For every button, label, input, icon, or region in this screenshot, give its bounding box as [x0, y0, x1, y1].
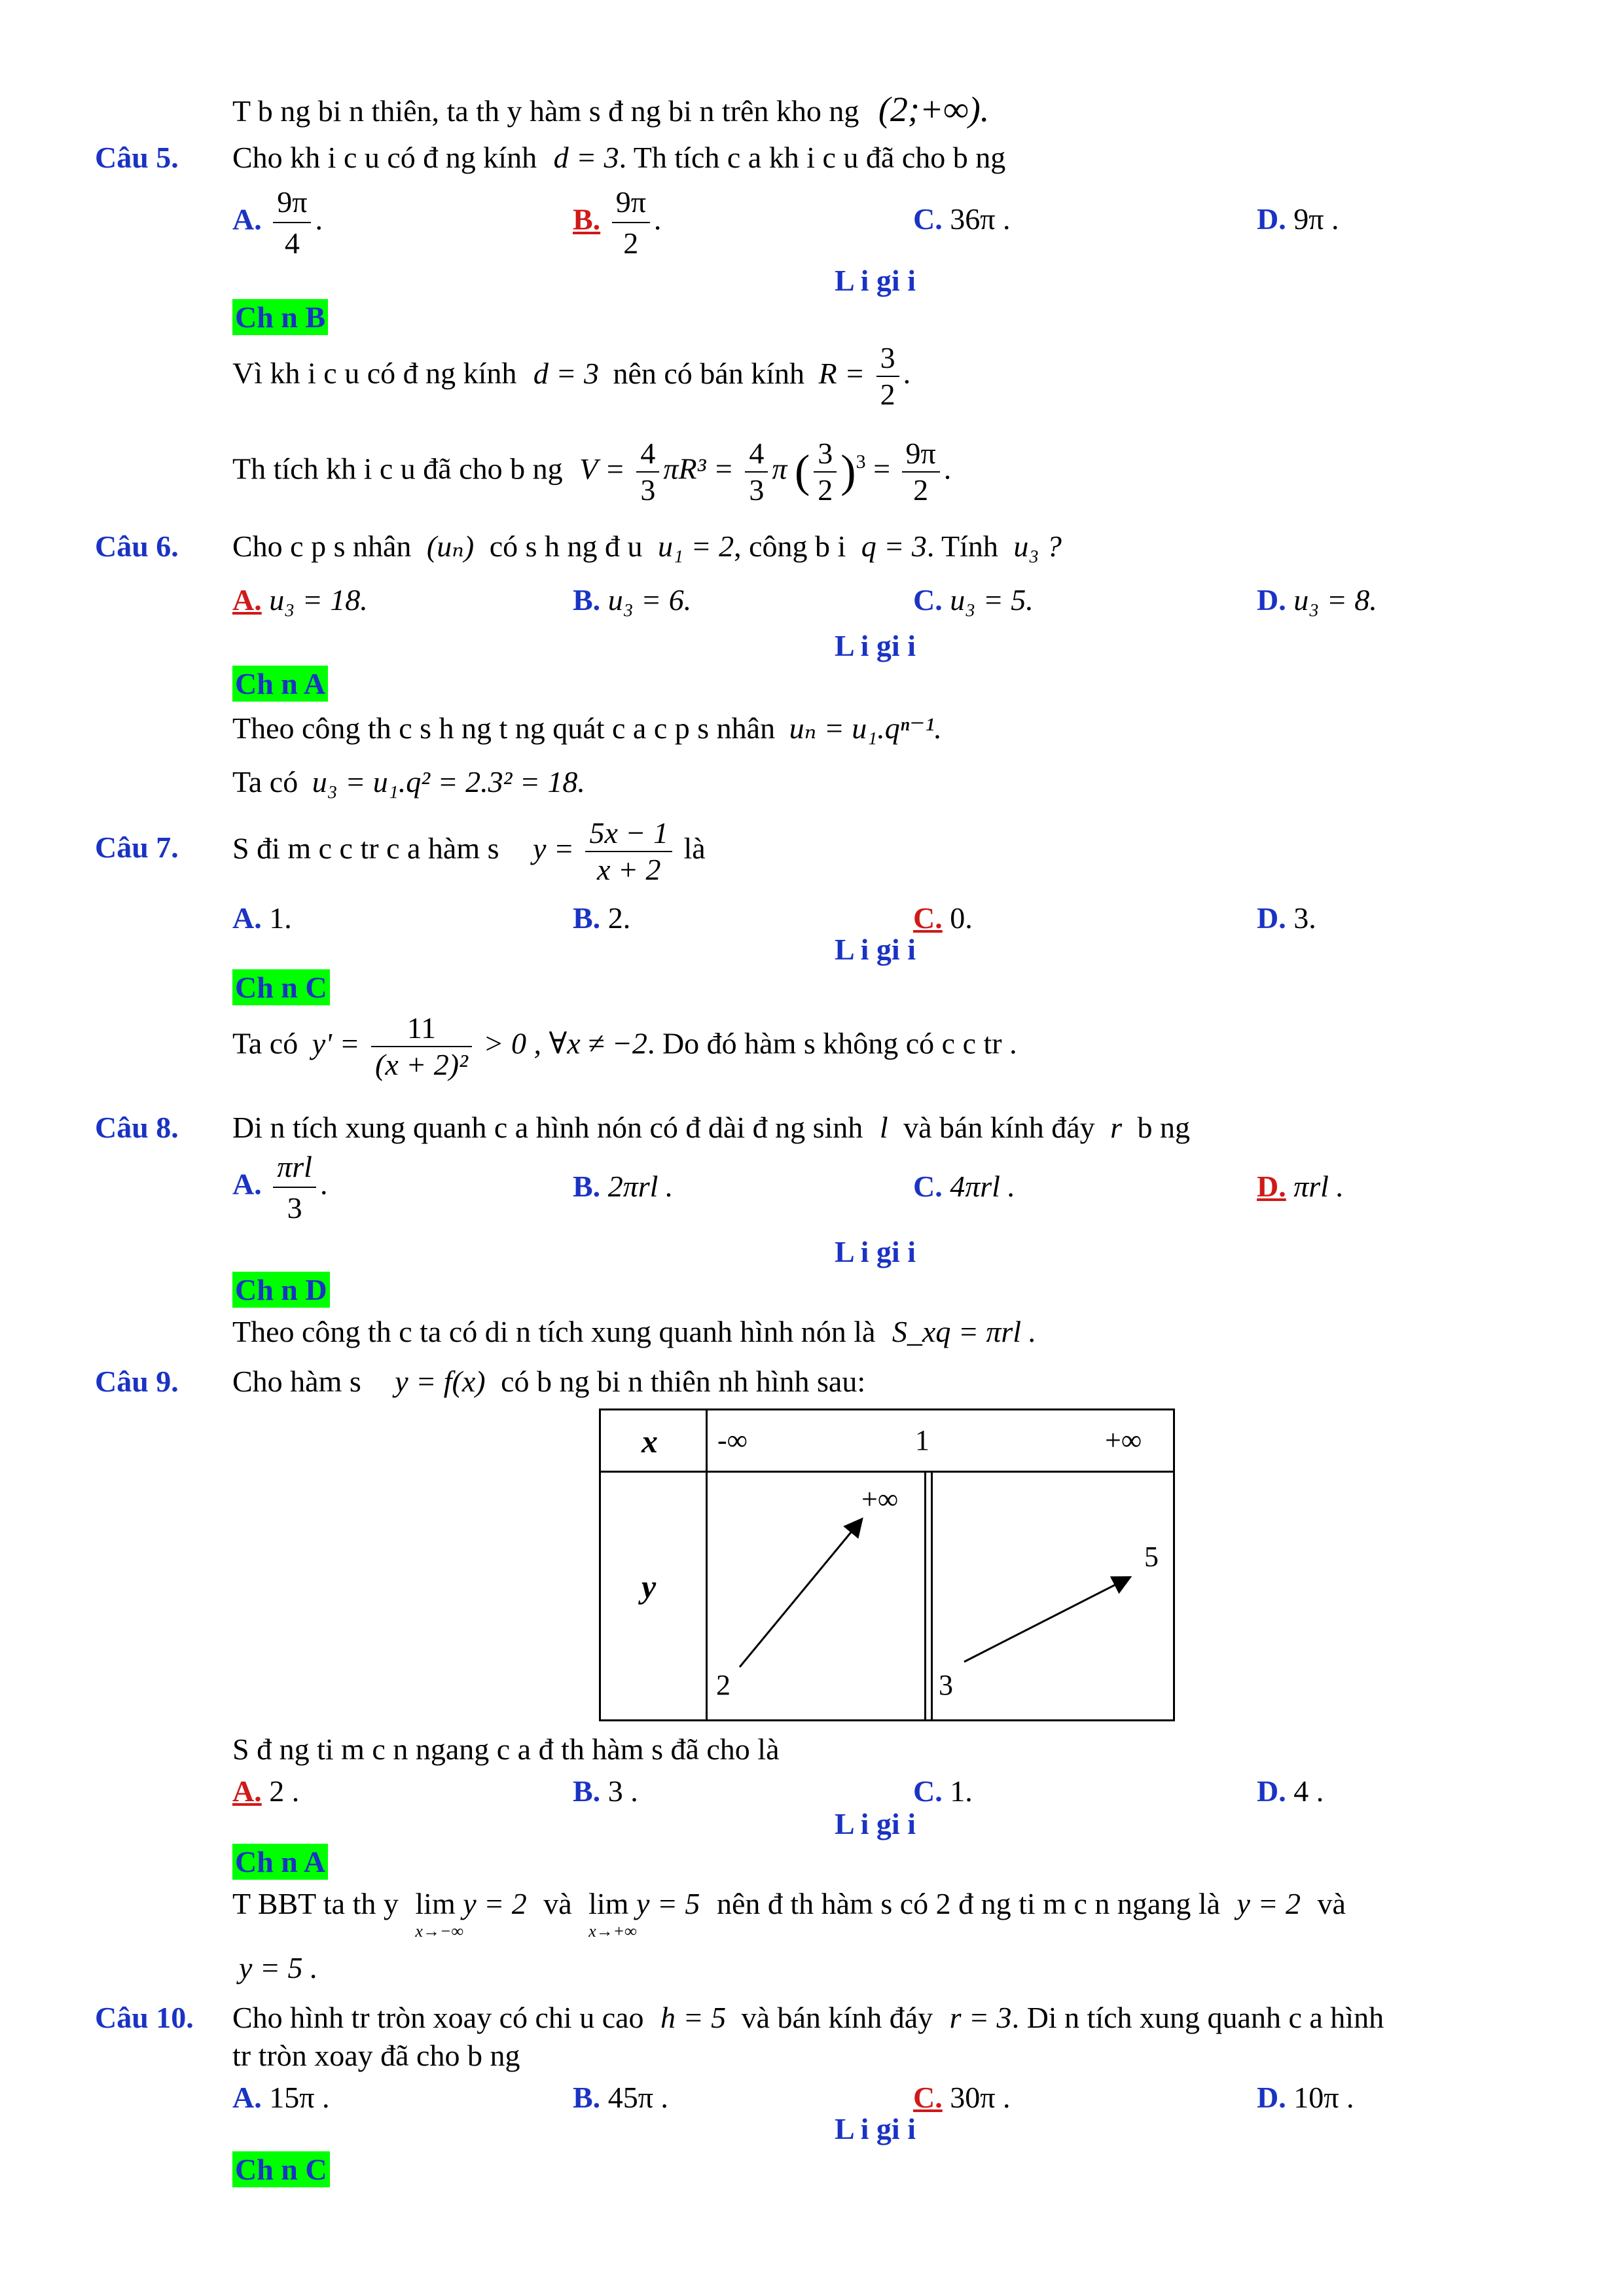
q5-sol-line2: Th tích kh i c u đã cho b ng V = $\frac{4}{3}$ πR³ = $\frac{4}{3}$ π ( $\frac{3}{2}$ )$^3$ = $\frac{9\pi}{2}$ .	[232, 437, 952, 507]
table-y-top1: +∞	[861, 1483, 899, 1515]
q9-chosen: Ch n A	[232, 1847, 328, 1877]
option-value: 9π .	[1293, 202, 1339, 236]
option-label-correct: B.	[573, 202, 601, 236]
table-y-top2: 5	[1144, 1541, 1159, 1573]
q7-option-a[interactable]: A. 1.	[232, 901, 292, 935]
table-arrows	[601, 1410, 1173, 1719]
q10-solution-title: L i gi i	[835, 2112, 916, 2145]
q6-option-c[interactable]: C. u₃ = 5.	[913, 583, 1034, 617]
q5-solution-title: L i gi i	[835, 264, 916, 297]
intro-line	[232, 92, 989, 127]
q9-option-a[interactable]: A. 2 .	[232, 1774, 300, 1808]
q9-solution-title: L i gi i	[835, 1807, 916, 1840]
q6-option-a[interactable]: A. u₃ = 18.	[232, 583, 368, 617]
q5-option-c[interactable]	[913, 202, 1010, 236]
q10-stem-line2: tr tròn xoay đã cho b ng	[232, 2039, 520, 2072]
option-value: 36π .	[950, 202, 1011, 236]
q6-label: Câu 6.	[95, 529, 179, 563]
q6-stem: Câu 6. Cho c p s nhân (uₙ) có s h ng đ u u₁ = 2, công b i q = 3. Tính u₃ ?	[95, 529, 1062, 563]
fraction: $\frac{9\pi}{2}$	[612, 185, 650, 260]
q10-chosen: Ch n C	[232, 2155, 330, 2185]
q9-option-b[interactable]: B. 3 .	[573, 1774, 638, 1808]
intro-interval: (2;+∞).	[878, 90, 990, 129]
q6-solution-title: L i gi i	[835, 629, 916, 662]
q9-sol-line1: T BBT ta th y lim x→−∞ y = 2 và lim x→+∞ y = 5 nên đ th hàm s có 2 đ ng ti m c n ngang là y = 2 và	[232, 1887, 1346, 1941]
q6-option-b[interactable]: B. u₃ = 6.	[573, 583, 692, 617]
q9-option-d[interactable]: D. 4 .	[1257, 1774, 1324, 1808]
q6-option-d[interactable]: D. u₃ = 8.	[1257, 583, 1377, 617]
table-x-neg-inf: -∞	[717, 1424, 748, 1456]
q10-option-b[interactable]: B. 45π .	[573, 2081, 668, 2114]
q7-option-c[interactable]: C. 0.	[913, 901, 973, 935]
q7-stem: Câu 7. S đi m c c tr c a hàm s y = $\frac{5x - 1}{x + 2}$ là	[95, 816, 706, 886]
table-y-bot1: 2	[716, 1669, 731, 1701]
option-label: C.	[913, 202, 943, 236]
q6-chosen: Ch n A	[232, 669, 328, 699]
q5-option-b[interactable]: B. $\frac{9\pi}{2}$ .	[573, 185, 662, 260]
q8-option-d[interactable]: D. πrl .	[1257, 1170, 1344, 1203]
q7-option-b[interactable]: B. 2.	[573, 901, 631, 935]
table-y-label: y	[641, 1568, 657, 1605]
q9-option-c[interactable]: C. 1.	[913, 1774, 973, 1808]
option-label: D.	[1257, 202, 1286, 236]
q8-option-c[interactable]: C. 4πrl .	[913, 1170, 1015, 1203]
intro-text: T b ng bi n thiên, ta th y hàm s đ ng bi n trên kho ng	[232, 94, 859, 128]
q8-stem: Câu 8. Di n tích xung quanh c a hình nón có đ dài đ ng sinh l và bán kính đáy r b ng	[95, 1111, 1191, 1144]
q5-option-a[interactable]: A. $\frac{9\pi}{4}$ .	[232, 185, 323, 260]
q6-sol-line2: Ta có u₃ = u₁.q² = 2.3² = 18.	[232, 765, 585, 798]
q10-option-a[interactable]: A. 15π .	[232, 2081, 330, 2114]
q5-option-d[interactable]	[1257, 202, 1339, 236]
q5-text2: . Th tích c a kh i c u đã cho b ng	[619, 141, 1006, 174]
increasing-arrow-1	[740, 1520, 861, 1667]
table-x-label: x	[641, 1423, 658, 1460]
q5-chosen: Ch n B	[232, 302, 328, 332]
q8-sol-line1: Theo công th c ta có di n tích xung quanh hình nón là S_xq = πrl .	[232, 1315, 1037, 1348]
q8-option-a[interactable]: A. $\frac{\text{πrl}}{3}$ .	[232, 1150, 328, 1225]
q10-option-c[interactable]: C. 30π .	[913, 2081, 1011, 2114]
q7-sol-line1: Ta có y' = $\frac{11}{\text{(x + 2)²}}$ > 0 , ∀x ≠ −2. Do đó hàm s không có c c tr .	[232, 1011, 1017, 1081]
q7-option-d[interactable]: D. 3.	[1257, 901, 1316, 935]
increasing-arrow-2	[964, 1578, 1128, 1662]
table-y-bot2: 3	[939, 1669, 953, 1701]
q5-stem	[95, 141, 1006, 174]
q8-chosen: Ch n D	[232, 1275, 330, 1305]
fraction: $\frac{9\pi}{4}$	[273, 185, 311, 260]
q5-cond: d = 3	[553, 141, 619, 174]
option-label: A.	[232, 202, 262, 236]
q7-chosen: Ch n C	[232, 973, 330, 1003]
q6-sol-line1: Theo công th c s h ng t ng quát c a c p s nhân uₙ = u₁.qⁿ⁻¹.	[232, 711, 942, 745]
variation-table	[599, 1408, 1175, 1721]
q5-text: Cho kh i c u có đ ng kính	[232, 141, 537, 174]
q9-sol-line2: y = 5 .	[239, 1951, 318, 1984]
q7-solution-title: L i gi i	[835, 933, 916, 966]
q5-label: Câu 5.	[95, 141, 179, 174]
q8-solution-title: L i gi i	[835, 1235, 916, 1268]
fraction: $\frac{3}{2}$	[876, 343, 899, 410]
q5-sol-line1: Vì kh i c u có đ ng kính d = 3 nên có bán kính R = $\frac{3}{2}$ .	[232, 341, 911, 411]
q9-question: S đ ng ti m c n ngang c a đ th hàm s đã cho là	[232, 1732, 780, 1766]
table-x-pos-inf: +∞	[1105, 1424, 1142, 1456]
q8-option-b[interactable]: B. 2πrl .	[573, 1170, 674, 1203]
q10-stem: Câu 10. Cho hình tr tròn xoay có chi u cao h = 5 và bán kính đáy r = 3. Di n tích xung quanh c a hình	[95, 2001, 1384, 2034]
table-x-one: 1	[915, 1424, 929, 1456]
q9-stem: Câu 9. Cho hàm s y = f(x) có b ng bi n thiên nh hình sau:	[95, 1365, 866, 1398]
q10-option-d[interactable]: D. 10π .	[1257, 2081, 1354, 2114]
